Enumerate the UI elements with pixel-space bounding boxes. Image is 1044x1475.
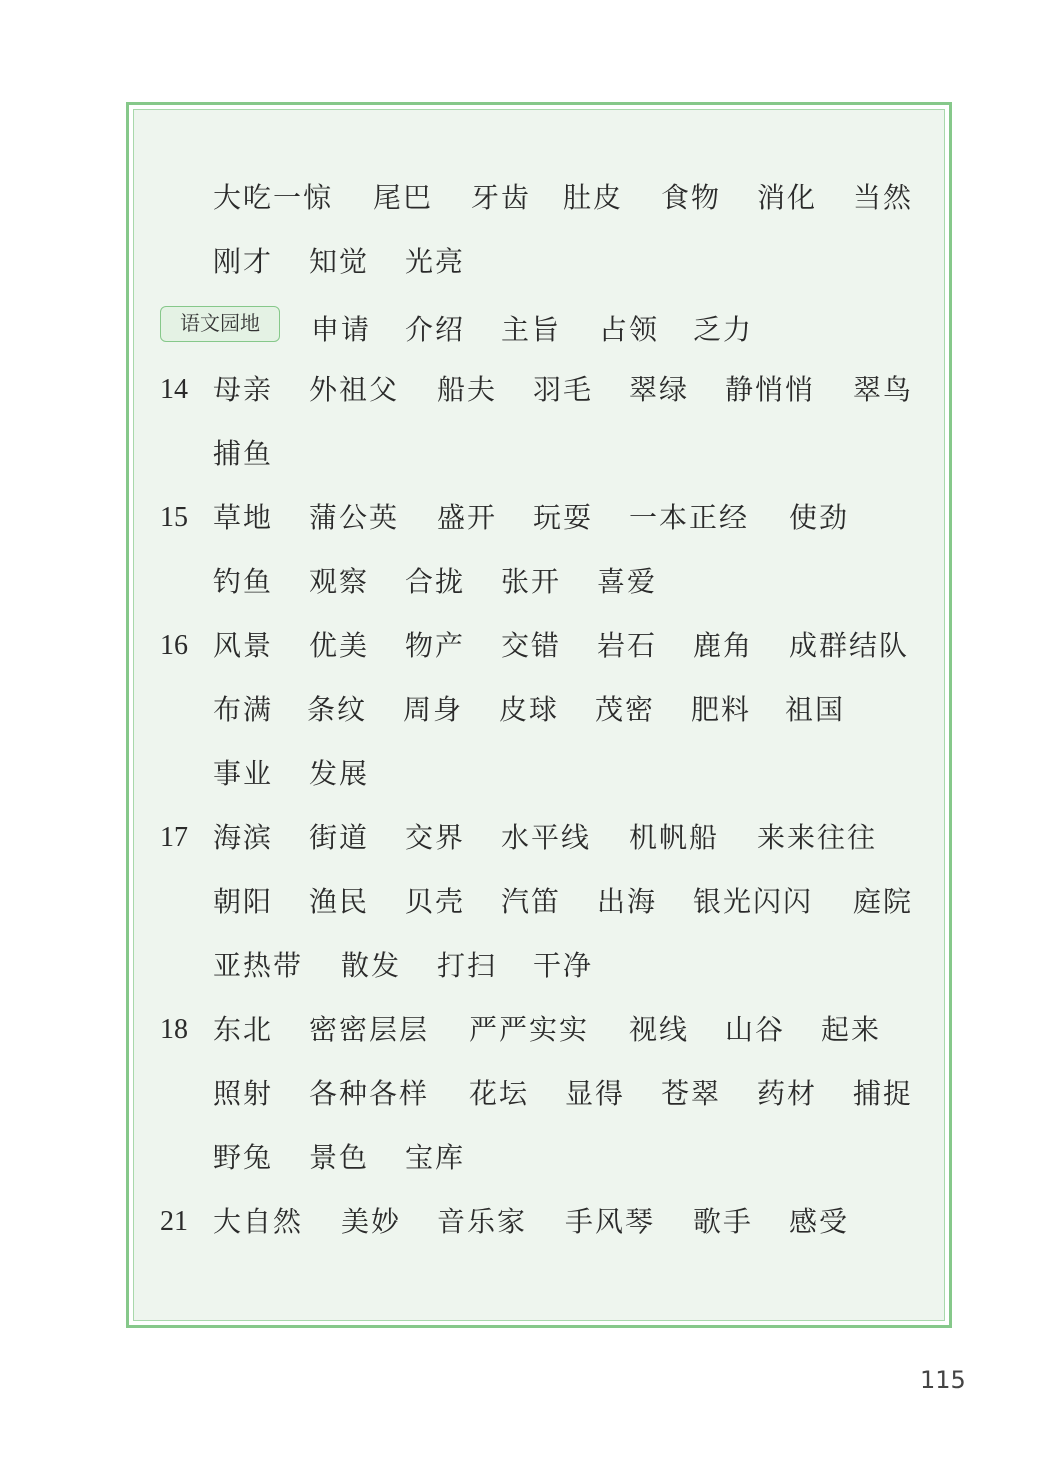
lesson-number: 16 [160, 630, 188, 661]
vocabulary-word: 合拢 [405, 565, 466, 598]
vocabulary-word: 野兔 [213, 1141, 274, 1174]
vocabulary-word: 风景 [213, 629, 274, 662]
vocabulary-word: 捕捉 [853, 1077, 914, 1110]
vocabulary-word: 美妙 [341, 1205, 402, 1238]
vocabulary-word: 大吃一惊 [213, 181, 334, 214]
vocabulary-word: 物产 [405, 629, 466, 662]
vocabulary-word: 出海 [597, 885, 658, 918]
vocabulary-word: 静悄悄 [725, 373, 816, 406]
vocabulary-word: 翠鸟 [853, 373, 914, 406]
vocabulary-word: 各种各样 [309, 1077, 430, 1110]
vocabulary-word: 盛开 [437, 501, 498, 534]
lesson-number: 15 [160, 502, 188, 533]
vocabulary-word: 严严实实 [469, 1013, 590, 1046]
vocabulary-word: 尾巴 [373, 181, 434, 214]
vocabulary-word: 光亮 [405, 245, 466, 278]
vocabulary-word: 外祖父 [309, 373, 400, 406]
vocabulary-word: 母亲 [213, 373, 274, 406]
vocabulary-word: 乏力 [693, 313, 754, 346]
vocabulary-word: 音乐家 [437, 1205, 528, 1238]
vocabulary-word: 花坛 [469, 1077, 530, 1110]
vocabulary-word: 肥料 [691, 693, 752, 726]
vocabulary-word: 来来往往 [757, 821, 878, 854]
vocabulary-word: 药材 [757, 1077, 818, 1110]
vocabulary-word: 交错 [501, 629, 562, 662]
vocabulary-word: 街道 [309, 821, 370, 854]
lesson-number: 17 [160, 822, 188, 853]
vocabulary-word: 渔民 [309, 885, 370, 918]
vocabulary-word: 食物 [661, 181, 722, 214]
vocabulary-word: 朝阳 [213, 885, 274, 918]
vocabulary-word: 水平线 [501, 821, 592, 854]
vocabulary-word: 干净 [533, 949, 594, 982]
vocabulary-word: 庭院 [853, 885, 914, 918]
vocabulary-word: 皮球 [499, 693, 560, 726]
vocabulary-word: 钓鱼 [213, 565, 274, 598]
vocabulary-word: 布满 [213, 693, 274, 726]
vocabulary-word: 祖国 [785, 693, 846, 726]
vocabulary-word: 岩石 [597, 629, 658, 662]
vocabulary-word: 景色 [309, 1141, 370, 1174]
vocabulary-word: 申请 [311, 313, 372, 346]
vocabulary-word: 宝库 [405, 1141, 466, 1174]
vocabulary-word: 鹿角 [693, 629, 754, 662]
vocabulary-word: 一本正经 [629, 501, 750, 534]
vocabulary-word: 当然 [853, 181, 914, 214]
vocabulary-word: 羽毛 [533, 373, 594, 406]
vocabulary-word: 密密层层 [309, 1013, 430, 1046]
vocabulary-word: 蒲公英 [309, 501, 400, 534]
vocabulary-word: 山谷 [725, 1013, 786, 1046]
vocabulary-word: 消化 [757, 181, 818, 214]
vocabulary-word: 介绍 [405, 313, 466, 346]
vocabulary-word: 主旨 [501, 313, 562, 346]
vocabulary-word: 汽笛 [501, 885, 562, 918]
vocabulary-word: 知觉 [309, 245, 370, 278]
vocabulary-word: 歌手 [693, 1205, 754, 1238]
vocabulary-word: 发展 [309, 757, 370, 790]
vocabulary-word: 刚才 [213, 245, 274, 278]
vocabulary-word: 船夫 [437, 373, 498, 406]
vocabulary-word: 事业 [213, 757, 274, 790]
vocabulary-word: 大自然 [213, 1205, 304, 1238]
lesson-number: 18 [160, 1014, 188, 1045]
vocabulary-word: 肚皮 [563, 181, 624, 214]
section-badge: 语文园地 [160, 306, 280, 342]
vocabulary-word: 占领 [599, 313, 660, 346]
vocabulary-word: 周身 [403, 693, 464, 726]
vocabulary-word: 手风琴 [565, 1205, 656, 1238]
vocabulary-word: 打扫 [437, 949, 498, 982]
vocabulary-word: 捕鱼 [213, 437, 274, 470]
vocabulary-word: 机帆船 [629, 821, 720, 854]
vocabulary-word: 散发 [341, 949, 402, 982]
vocabulary-word: 视线 [629, 1013, 690, 1046]
vocabulary-word: 显得 [565, 1077, 626, 1110]
vocabulary-word: 优美 [309, 629, 370, 662]
vocabulary-word: 观察 [309, 565, 370, 598]
page-number: 115 [920, 1366, 966, 1394]
lesson-number: 14 [160, 374, 188, 405]
vocabulary-word: 贝壳 [405, 885, 466, 918]
vocabulary-word: 起来 [821, 1013, 882, 1046]
vocabulary-word: 感受 [789, 1205, 850, 1238]
vocabulary-word: 玩耍 [533, 501, 594, 534]
vocabulary-word: 使劲 [789, 501, 850, 534]
vocabulary-word: 条纹 [307, 693, 368, 726]
vocabulary-word: 茂密 [595, 693, 656, 726]
vocabulary-word: 银光闪闪 [693, 885, 814, 918]
vocabulary-word: 翠绿 [629, 373, 690, 406]
vocabulary-word: 草地 [213, 501, 274, 534]
vocabulary-word: 照射 [213, 1077, 274, 1110]
vocabulary-word: 张开 [501, 565, 562, 598]
lesson-number: 21 [160, 1206, 188, 1237]
vocabulary-word: 牙齿 [471, 181, 532, 214]
vocabulary-word: 亚热带 [213, 949, 304, 982]
vocabulary-word: 交界 [405, 821, 466, 854]
vocabulary-word: 海滨 [213, 821, 274, 854]
vocabulary-word: 成群结队 [789, 629, 910, 662]
vocabulary-word: 苍翠 [661, 1077, 722, 1110]
vocabulary-word: 喜爱 [597, 565, 658, 598]
vocabulary-word: 东北 [213, 1013, 274, 1046]
